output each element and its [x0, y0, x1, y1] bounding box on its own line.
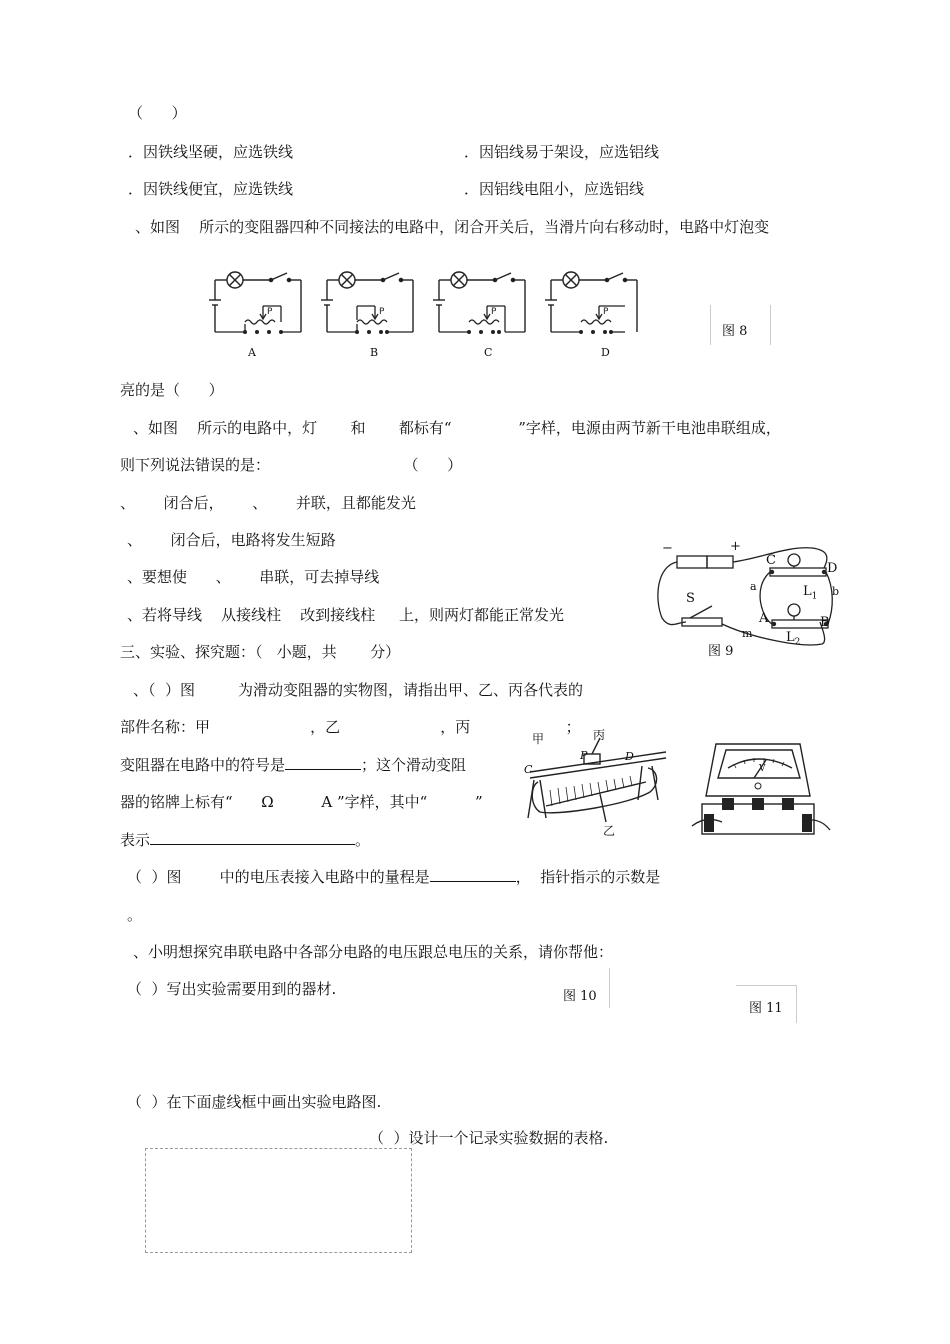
- q10-range-blank[interactable]: [430, 867, 516, 882]
- fig8-label-b: B: [370, 346, 379, 359]
- fig8-divider-left: [710, 305, 711, 345]
- q9-option-b: 、 闭合后，电路将发生短路: [127, 531, 336, 549]
- q7-option-d: ．因铝线电阻小，应选铝线: [464, 180, 645, 198]
- q9-option-a: 、 闭合后， 、 并联，且都能发光: [120, 494, 416, 512]
- fig8-label-d: D: [601, 346, 610, 359]
- svg-text:P: P: [491, 307, 497, 317]
- fig9-label-b-post: B: [820, 615, 830, 630]
- q10-line5: 表示 。: [120, 831, 371, 849]
- svg-text:P: P: [267, 307, 273, 317]
- q9-line1: 、如图 所示的电路中，灯 和 都标有“ ”字样，电源由两节新干电池串联组成，: [133, 419, 781, 437]
- q10-line1: 、（ ）图 为滑动变阻器的实物图，请指出甲、乙、丙各代表的: [133, 681, 583, 699]
- q10-part2-end: 。: [127, 906, 143, 924]
- q7-option-c: ．因铁线便宜，应选铁线: [128, 180, 294, 198]
- q8-text: 、如图 所示的变阻器四种不同接法的电路中，闭合开关后，当滑片向右移动时，电路中灯泡变: [135, 218, 770, 236]
- fig9-label-b-wire: b: [832, 585, 840, 598]
- q9-option-c: 、要想使 、 串联，可去掉导线: [127, 568, 380, 586]
- fig11-caption: 图 11: [749, 1001, 783, 1016]
- fig9-label-l1: $L_1$: [803, 584, 818, 602]
- q11-line1: 、小明想探究串联电路中各部分电路的电压跟总电压的关系，请你帮他：: [133, 943, 614, 961]
- q10-part2: （ ）图 中的电压表接入电路中的量程是 ， 指针指示的示数是: [127, 868, 661, 886]
- q7-option-a: ．因铁线坚硬，应选铁线: [128, 143, 294, 161]
- fig11-meter-label: V: [759, 764, 766, 774]
- fig9-label-d: D: [827, 561, 838, 576]
- q10-meaning-blank[interactable]: [150, 830, 355, 845]
- fig8-label-a: A: [248, 346, 256, 359]
- fig10-divider: [609, 968, 610, 1008]
- fig11-divider-top: [736, 985, 796, 986]
- q9-option-d: 、若将导线 从接线柱 改到接线柱 上，则两灯都能正常发光: [127, 606, 564, 624]
- fig9-caption: 图 9: [708, 644, 734, 659]
- q10-line4: 器的铭牌上标有“ Ω A ”字样，其中“ ”: [120, 793, 483, 811]
- q9-line2: 则下列说法错误的是： （ ）: [120, 456, 463, 474]
- fig10-label-d: D: [625, 750, 634, 763]
- fig10-caption: 图 10: [563, 989, 597, 1004]
- q8-end: 亮的是（ ）: [120, 381, 224, 399]
- fig10-label-c: C: [524, 763, 533, 776]
- fig9-label-a-wire: a: [750, 580, 757, 593]
- fig9-plus: +: [730, 539, 741, 554]
- section3-heading: 三、实验、探究题：（ 小题，共 分）: [120, 643, 401, 661]
- fig9-label-m: m: [742, 627, 753, 640]
- q11-part2: （ ）在下面虚线框中画出实验电路图.: [127, 1093, 382, 1111]
- fig9-label-l2: $L_2$: [786, 630, 801, 648]
- circuit-drawing-box[interactable]: [145, 1148, 412, 1253]
- fig9-label-s: S: [686, 591, 695, 606]
- fig8-caption: 图 8: [722, 324, 748, 339]
- q11-part1: （ ）写出实验需要用到的器材.: [127, 980, 337, 998]
- q10-symbol-blank[interactable]: [285, 755, 361, 770]
- q7-bracket: （ ）: [128, 104, 187, 122]
- fig9-minus: −: [662, 541, 673, 556]
- fig10-label-bing: 丙: [593, 728, 606, 742]
- fig10-label-yi: 乙: [603, 824, 616, 838]
- q10-line3: 变阻器在电路中的符号是 ；这个滑动变阻: [120, 756, 467, 774]
- fig11-voltmeter: [692, 734, 832, 838]
- fig10-label-p: P: [580, 749, 588, 762]
- fig9-label-c: C: [766, 553, 776, 568]
- fig8-label-c: C: [484, 346, 493, 359]
- q10-line2: 部件名称：甲 ，乙 ，丙 ；: [120, 718, 581, 736]
- fig9-label-a-post: A: [759, 611, 769, 626]
- svg-text:P: P: [603, 307, 609, 317]
- q11-part3: （ ）设计一个记录实验数据的表格.: [369, 1129, 609, 1147]
- q7-option-b: ．因铝线易于架设，应选铝线: [464, 143, 660, 161]
- svg-text:P: P: [379, 307, 385, 317]
- fig10-label-jia: 甲: [532, 732, 545, 746]
- fig8-divider-right: [770, 305, 771, 345]
- fig11-divider-right: [796, 985, 797, 1023]
- fig8-circuits: [205, 262, 645, 362]
